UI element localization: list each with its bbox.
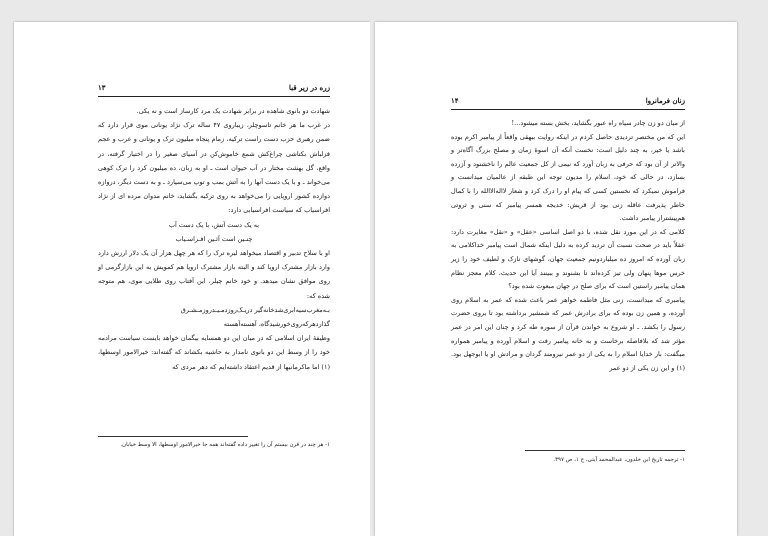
left-page-number: ۱۳ (98, 83, 106, 92)
right-page-body (451, 117, 685, 375)
right-footnote-rule (525, 450, 685, 451)
left-footnote-rule (98, 436, 248, 437)
left-page-body (98, 104, 330, 374)
left-verse: گذارد‌هر‌که‌روی‌خورشید‌گاه، آهسته‌آهسته (223, 320, 330, 329)
left-verse: به یک دست آتش، با یک دست آب (168, 220, 260, 229)
left-running-title: زره در زیر قبا (288, 83, 330, 92)
right-paragraph: کلامی که در این مورد نقل شده، با دو اصل اساسی «عقل» و «نقل» مغایرت دارد: عقلاً باید در صحت نسبت آن تردید کرده به دلیل اینکه شمال است پیامبر خداکلامی به زبان آورده که امروز ده میلیاردونیم جمعیت جهان، گوشهای نازک و لطیف خود را زیر خرس موها پنهان ولی تیز کرده‌اند تا بشنوند و ببینند آیا این حدیث، کلام معجز نظام همان پیامبر راستین است که برای صلح در جهان مبعوث شده بود؟ (451, 227, 685, 291)
left-page (14, 22, 370, 536)
right-page-header (451, 95, 685, 110)
left-paragraph: وظیفهٔ ایران اسلامی که در میان این دو همسایه بیگمان خواهد بایست سیاست مرادمه خود را از وسط این دو بانوی نامدار به حاشیه بکشاند که گفته‌اند: خیرالامور اوسطها،(۱) اما ماکرمانیها از قدیم اعتقاد داشته‌ایم که دهر مردی که (98, 334, 330, 371)
left-verse: چنـین است آئـین افـراسـیاب (175, 234, 253, 243)
right-paragraph: پیامبری که میدانست، زنی مثل فاطمه خواهر عمر باعث شده که عمر به اسلام روی آورده، و همین زن بوده که برای برادرش عمر که شمشیر برداشته بود تا بروی حضرت رسول را بکشد. ـ او شروع به خواندن قرآن از سوره طه کرد و چنان این امر در عمر مؤثر شد که بلافاصله برخاست و به خانه پیامبر رفت و اسلام آورده و پیامبر همواره میگفت: بار خدایا اسلام را به یکی از دو عمر نیرومند گردان و مرادش او یا ابوجهل بود.(۱) و این زن یکی از دو عمر (451, 295, 685, 372)
right-running-title: زنان فرمانروا (645, 96, 685, 105)
right-page (375, 22, 737, 536)
left-paragraph: او با سلاح تدبیر و اقتصاد میخواهد لیره ترک را که هر چهل هزار آن یک دلار ارزش دارد وارد بازار مشترک اروپا کند و البته بازار مشترک اروپا هم کمویش به این بازارگرمی او روی موافق نشان میدهد. و خود خانم چیلر، این آفتاب روی طلایی موی، هم متوجه شده که: (98, 249, 330, 300)
right-paragraph: از میان دو زن چادر سیاه راه عبور بگشاید، بخش بسته میشود...! (511, 119, 685, 127)
right-page-number: ۱۴ (451, 96, 459, 105)
left-footnote: ۱- هر چند در قرن بیستم آن را تغییر داده گفته‌اند همه جا خیرالامور اوسطها، الا وسط خیابان. (120, 442, 330, 448)
left-paragraph: شهادت دو بانوی شاهده در برابر شهادت یک مرد کارساز است و نه یکی. (136, 107, 330, 115)
left-paragraph: در غرب ما هر خانم تاسوچلر، زیباروی ۴۷ ساله ترک نژاد یونانی موی قرار دارد که ضمن رهبری حزب دست راست ترکیه، زمام پنجاه میلیون ترک و یونانی و عرب و عجم قزلباش بکتاشی چراغ‌کش شمع خاموش‌کن در آسیای صغیر را در اختیار گرفته، در واقع، گل بهشت مختار در آب حیوان است ـ او به زبان، ده میلیون کرد را ترک کوهی می‌خواند ـ و با یک دست آنها را به آتش بمب و توپ می‌سپارد ـ و به دست دیگر، دروازه دوازده کشور اروپایی را می‌خواهد به روی ترکیه بگشاید، خانم مدوان مرده ای از نژاد افراسیاب که سیاست افراسیابی دارد: (98, 121, 330, 215)
left-verse: بـه‌مغرب‌سیه‌ابری‌شد‌خانه‌گیر دریـک‌روز‌دمـیـد‌روز‌مـشـرق‌ (180, 305, 330, 314)
right-paragraph: این که من مختصر تردیدی حاصل کردم در اینکه روایت بیهقی واقعاً از پیامبر اکرم بوده باشد یا خیر، به چند دلیل است: نخست آنکه آن اسوهٔ زمان و مصلح بزرگ آگاه‌تر و والاتر از آن بود که حرفی به زبان آورد که نیمی از کل جمعیت عالم را ناخشنود و آزرده بسازد، در حالی که خود، اسلام را مدیون توجه این طبقه از عالمیان میدانست و فراموش نمیکرد که نخستین کسی که پیام او را درک کرد و شعار لااله‌الاالله را با کمال خاطر پذیرفت عاقله زنی بود از قریش: خدیجه همسر پیامبر که سنی و ثروتی هم‌پیشتراز پیامبر داشت. (451, 132, 685, 223)
left-page-header (98, 82, 330, 97)
right-footnote: ۱- ترجمه تاریخ ابن خلدون، عبدالمحمد آیتی، ج ۱، ص ۳۹۷. (553, 457, 685, 463)
